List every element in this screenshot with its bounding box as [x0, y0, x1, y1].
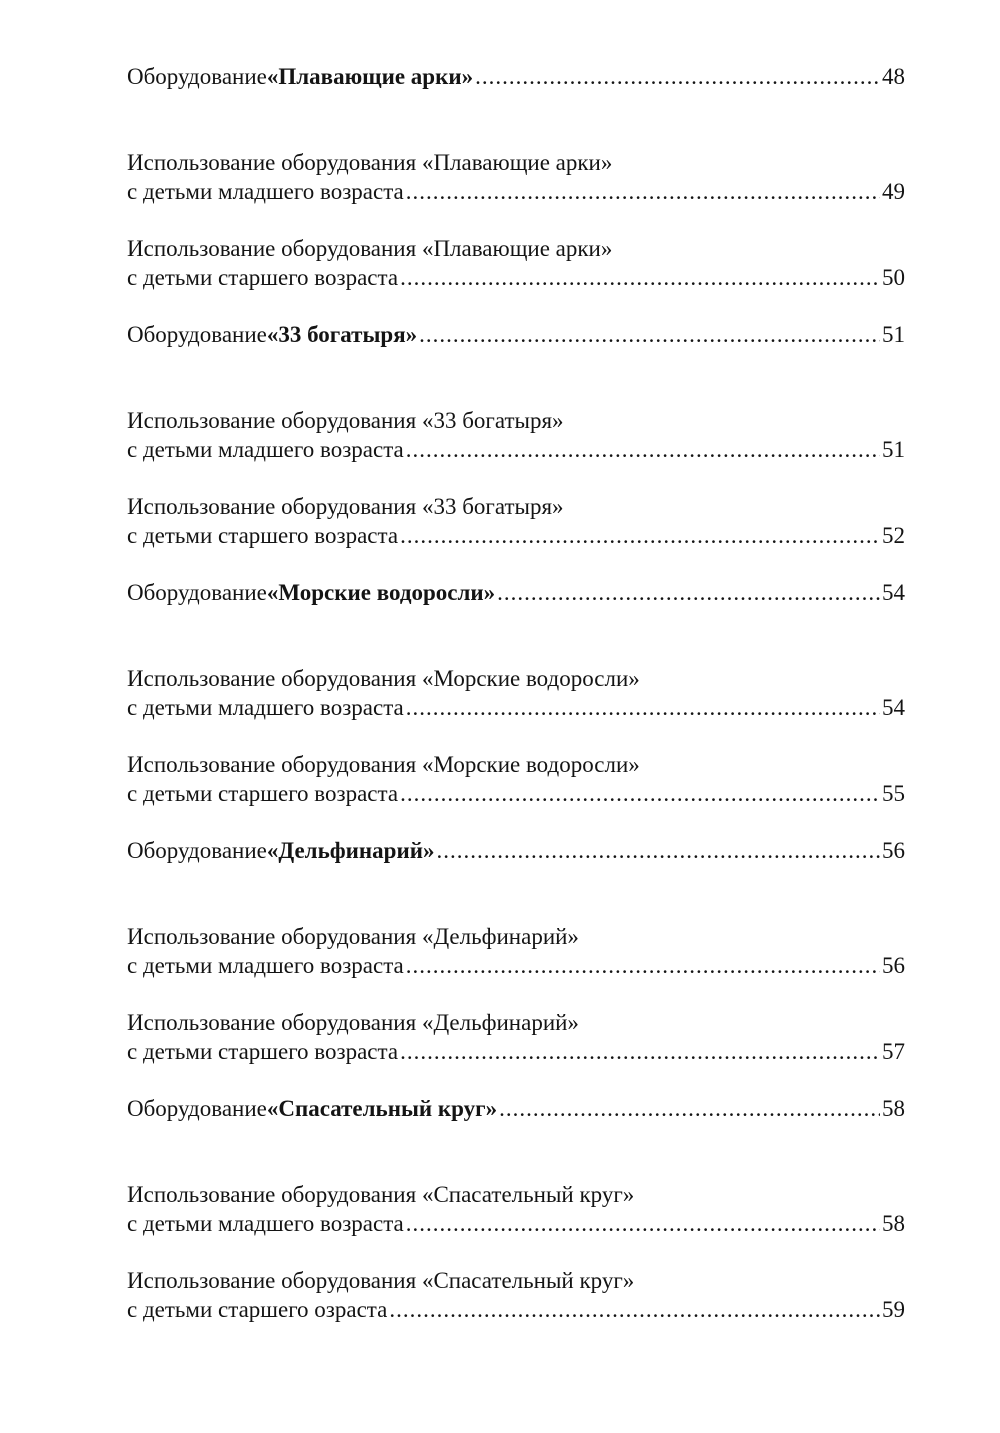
dot-leader: [406, 435, 880, 464]
toc-page-number: 58: [882, 1211, 905, 1236]
toc-entry-subtitle: с детьми младшего возраста: [127, 179, 404, 204]
toc-entry-title: Использование оборудования «Плавающие арки»: [127, 150, 613, 175]
toc-entry-title: Использование оборудования «Спасательный круг»: [127, 1268, 635, 1293]
toc-page-number: 49: [882, 179, 905, 204]
toc-line: [127, 320, 905, 349]
toc-entry-title: Использование оборудования «Морские водоросли»: [127, 666, 640, 691]
toc-entry-usage[interactable]: [127, 492, 905, 550]
toc-entry-usage[interactable]: [127, 1180, 905, 1238]
toc-entry-equipment[interactable]: [127, 320, 905, 349]
toc-page-number: 54: [882, 580, 905, 605]
toc-page-number: 58: [882, 1096, 905, 1121]
toc-page-number: 51: [882, 322, 905, 347]
toc-entry-usage[interactable]: [127, 664, 905, 722]
toc-entry-prefix: Оборудование: [127, 322, 267, 347]
toc-line: [127, 1037, 905, 1066]
toc-entry-title: Использование оборудования «Спасательный круг»: [127, 1182, 635, 1207]
toc-entry-subtitle: с детьми старшего возраста: [127, 523, 399, 548]
toc-entry-title: Использование оборудования «33 богатыря»: [127, 494, 564, 519]
toc-page-number: 57: [882, 1039, 905, 1064]
toc-entry-title: «Дельфинарий»: [266, 838, 435, 863]
dot-leader: [406, 1209, 880, 1238]
dot-leader: [419, 320, 880, 349]
dot-leader: [400, 1037, 880, 1066]
toc-entry-usage[interactable]: [127, 1266, 905, 1324]
toc-entry-title: Использование оборудования «33 богатыря»: [127, 408, 564, 433]
toc-entry-subtitle: с детьми младшего возраста: [127, 953, 404, 978]
toc-line: [127, 1295, 905, 1324]
toc-entry-prefix: Оборудование: [127, 580, 267, 605]
dot-leader: [499, 1094, 880, 1123]
toc-entry-equipment[interactable]: [127, 836, 905, 865]
toc-entry-subtitle: с детьми младшего возраста: [127, 437, 404, 462]
toc-line: [127, 578, 905, 607]
toc-page-number: 51: [882, 437, 905, 462]
toc-page-number: 50: [882, 265, 905, 290]
toc-line: [127, 521, 905, 550]
toc-entry-subtitle: с детьми старшего возраста: [127, 265, 399, 290]
toc-line: [127, 836, 905, 865]
dot-leader: [497, 578, 880, 607]
dot-leader: [475, 62, 880, 91]
toc-entry-usage[interactable]: [127, 1008, 905, 1066]
toc-entry-subtitle: с детьми старшего возраста: [127, 781, 399, 806]
toc-page-number: 56: [882, 953, 905, 978]
toc-entry-prefix: Оборудование: [127, 1096, 267, 1121]
toc-entry-usage[interactable]: [127, 406, 905, 464]
toc-entry-equipment[interactable]: [127, 1094, 905, 1123]
dot-leader: [406, 177, 880, 206]
toc-page-number: 59: [882, 1297, 905, 1322]
toc-entry-equipment[interactable]: [127, 578, 905, 607]
toc-entry-usage[interactable]: [127, 234, 905, 292]
toc-entry-title: Использование оборудования «Морские водоросли»: [127, 752, 640, 777]
toc-entry-usage[interactable]: [127, 922, 905, 980]
toc-line: [127, 1209, 905, 1238]
toc-entry-title: «Спасательный круг»: [266, 1096, 498, 1121]
toc-entry-title: Использование оборудования «Дельфинарий»: [127, 924, 579, 949]
toc-line: [127, 779, 905, 808]
toc-entry-title: «33 богатыря»: [266, 322, 418, 347]
dot-leader: [406, 951, 880, 980]
toc-page-number: 52: [882, 523, 905, 548]
toc-entry-prefix: Оборудование: [127, 838, 267, 863]
toc-page-number: 55: [882, 781, 905, 806]
toc-entry-subtitle: с детьми старшего озраста: [127, 1297, 388, 1322]
toc-entry-subtitle: с детьми младшего возраста: [127, 695, 404, 720]
toc-line: [127, 263, 905, 292]
toc-page-number: 48: [882, 64, 905, 89]
toc-page-number: 56: [882, 838, 905, 863]
toc-entry-title: «Плавающие арки»: [266, 64, 474, 89]
table-of-contents: [127, 62, 905, 1352]
toc-entry-prefix: Оборудование: [127, 64, 267, 89]
dot-leader: [400, 779, 880, 808]
toc-page-number: 54: [882, 695, 905, 720]
dot-leader: [400, 521, 880, 550]
toc-entry-title: «Морские водоросли»: [266, 580, 496, 605]
dot-leader: [406, 693, 880, 722]
toc-entry-subtitle: с детьми старшего возраста: [127, 1039, 399, 1064]
toc-line: [127, 177, 905, 206]
toc-entry-subtitle: с детьми младшего возраста: [127, 1211, 404, 1236]
dot-leader: [389, 1295, 880, 1324]
toc-entry-equipment[interactable]: [127, 62, 905, 91]
toc-line: [127, 693, 905, 722]
toc-entry-usage[interactable]: [127, 148, 905, 206]
toc-line: [127, 951, 905, 980]
toc-entry-title: Использование оборудования «Плавающие арки»: [127, 236, 613, 261]
dot-leader: [436, 836, 880, 865]
toc-line: [127, 62, 905, 91]
toc-line: [127, 435, 905, 464]
toc-entry-usage[interactable]: [127, 750, 905, 808]
dot-leader: [400, 263, 880, 292]
toc-entry-title: Использование оборудования «Дельфинарий»: [127, 1010, 579, 1035]
toc-line: [127, 1094, 905, 1123]
